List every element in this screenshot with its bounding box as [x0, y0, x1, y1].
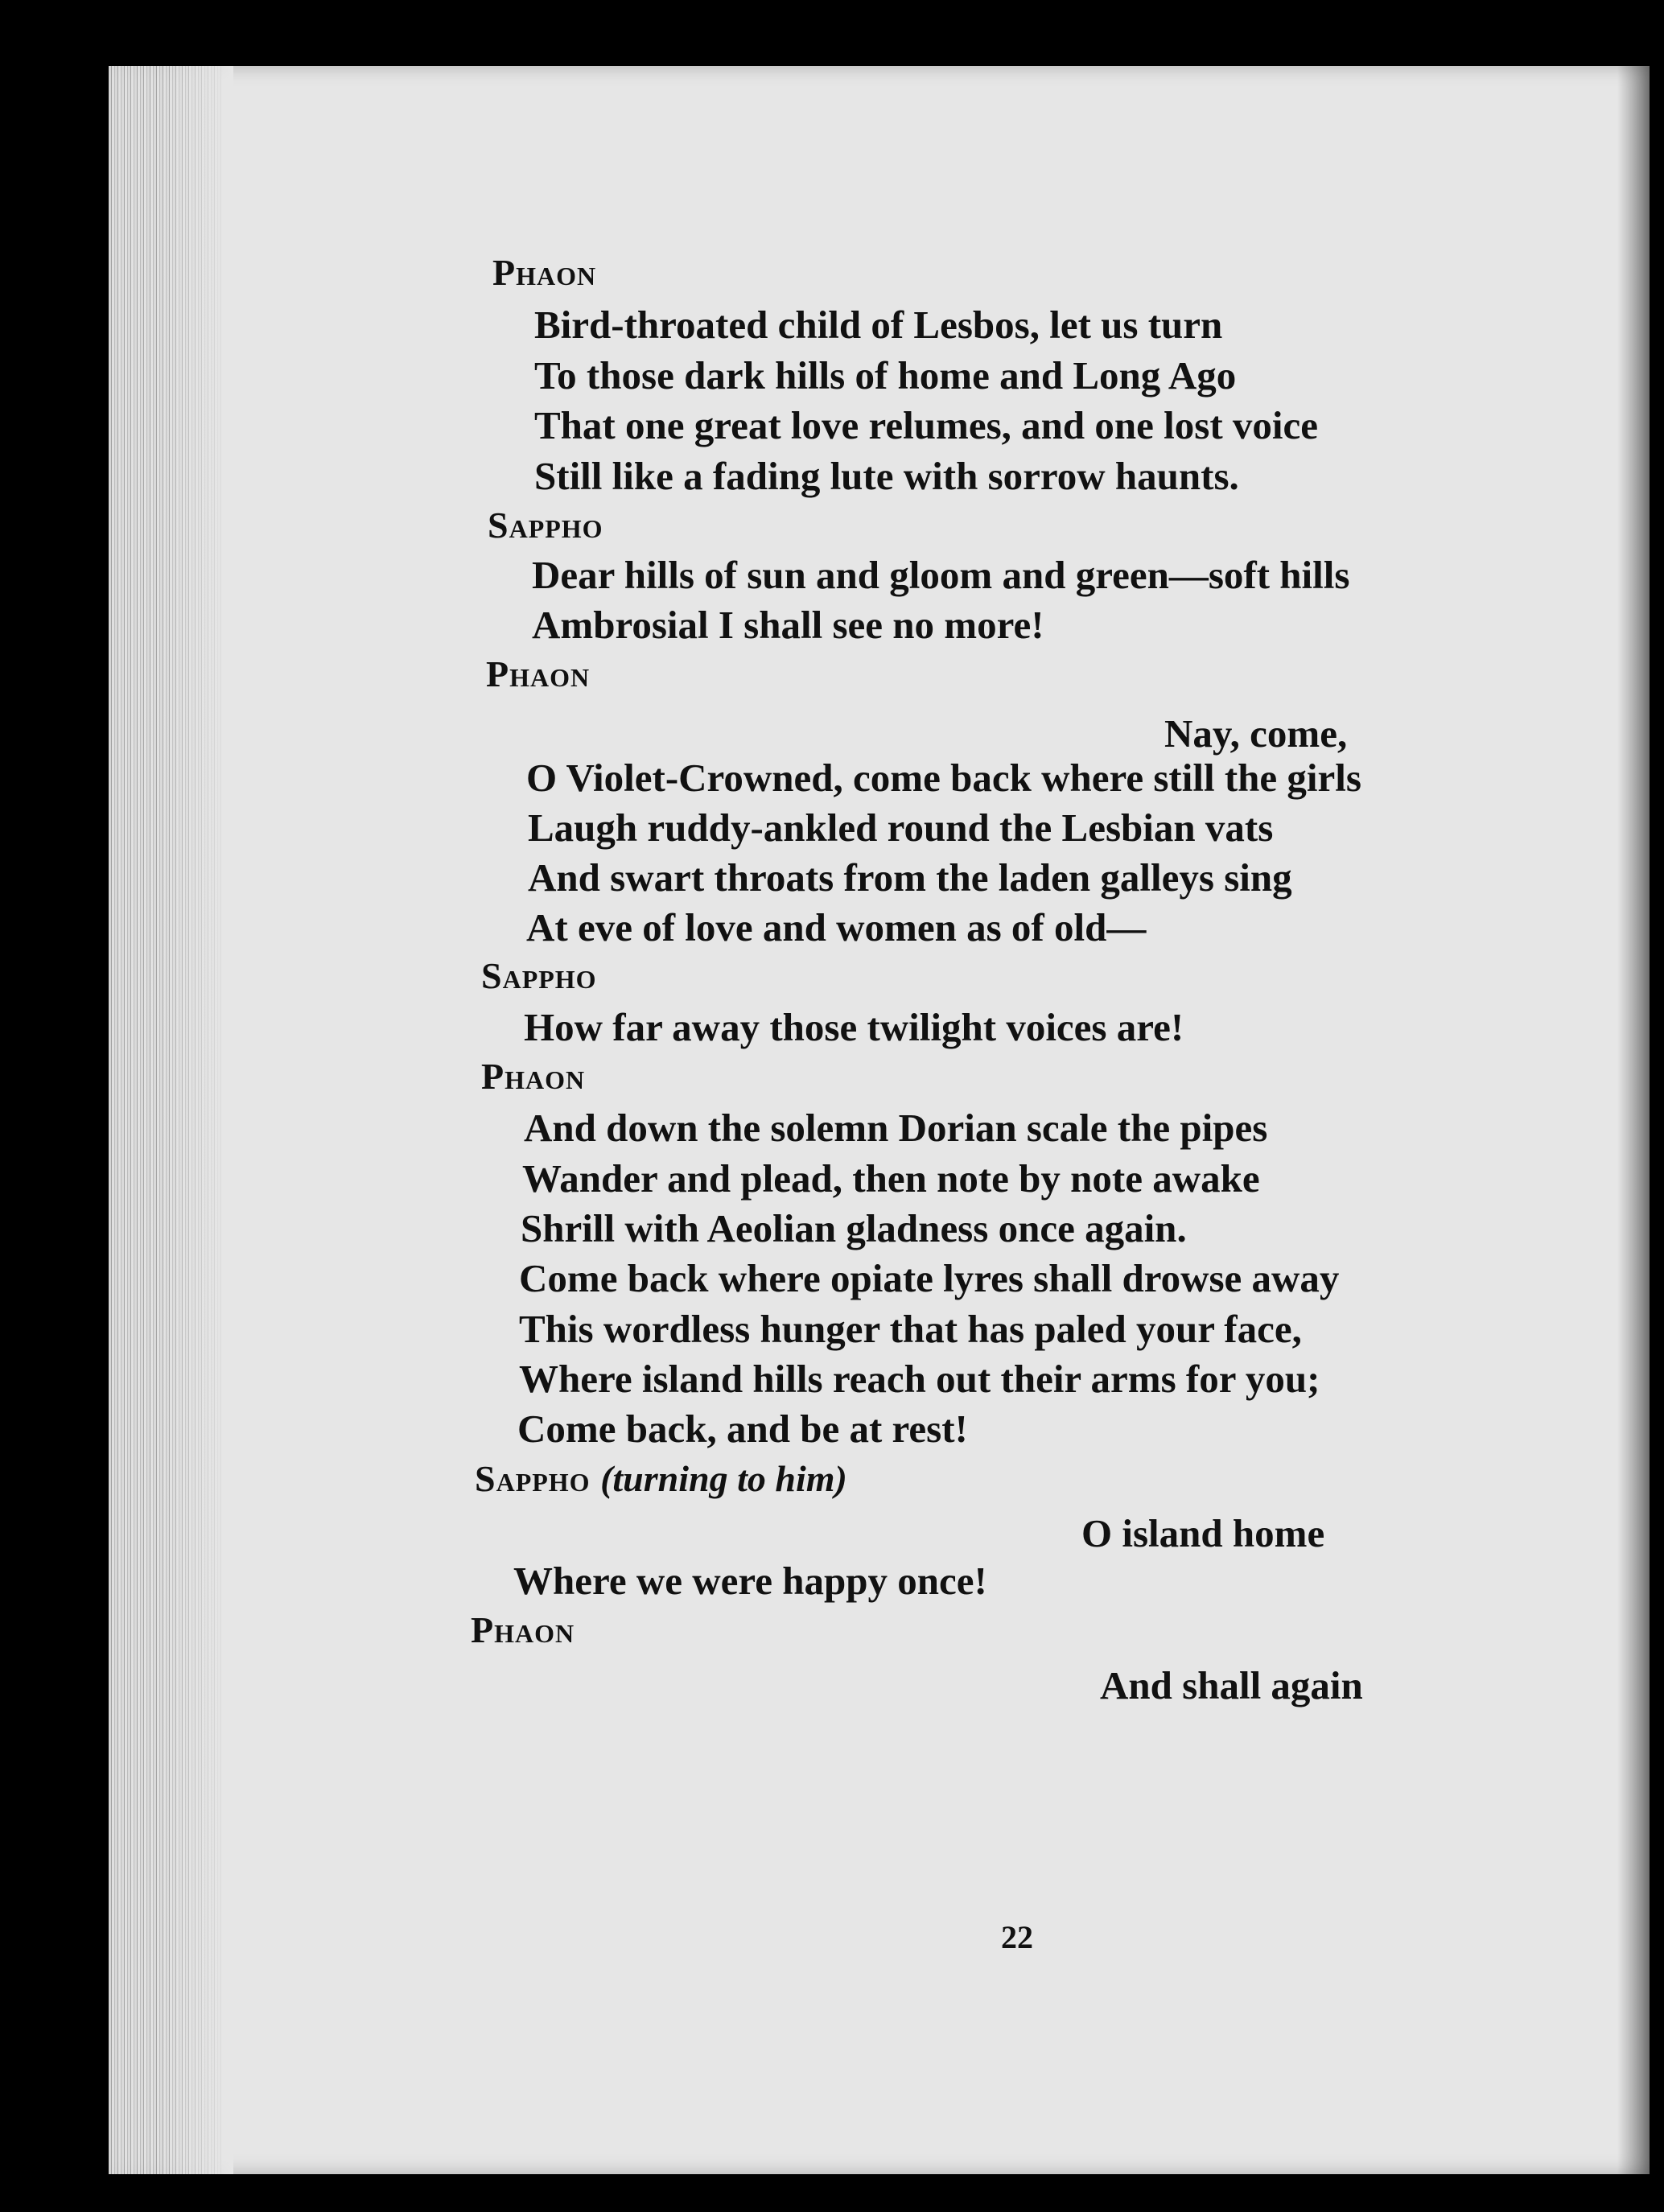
stage-direction: (turning to him) — [600, 1458, 847, 1499]
verse-line: Where we were happy once! — [513, 1559, 987, 1603]
verse-line: How far away those twilight voices are! — [524, 1005, 1184, 1049]
verse-line: Still like a fading lute with sorrow haunts. — [534, 454, 1239, 498]
verse-line: This wordless hunger that has paled your face, — [519, 1307, 1302, 1351]
verse-line: Come back, and be at rest! — [517, 1407, 968, 1451]
verse-line: Ambrosial I shall see no more! — [532, 603, 1044, 647]
speaker-label: Sappho — [481, 955, 597, 996]
speaker-label — [475, 1460, 847, 1497]
verse-line: To those dark hills of home and Long Ago — [534, 353, 1237, 398]
speaker-name: Sappho — [475, 1458, 591, 1499]
verse-line: And swart throats from the laden galleys sing — [528, 855, 1292, 900]
speaker-label: Phaon — [486, 653, 591, 694]
page-number: 22 — [1001, 1919, 1033, 1955]
verse-line: Bird-throated child of Lesbos, let us turn — [534, 303, 1223, 347]
verse-line: Shrill with Aeolian gladness once again. — [521, 1206, 1187, 1250]
speaker-label: Phaon — [492, 252, 597, 293]
verse-line: Where island hills reach out their arms for you; — [519, 1357, 1320, 1401]
speaker-label: Sappho — [488, 505, 603, 546]
verse-line: That one great love relumes, and one lost voice — [534, 403, 1319, 447]
speaker-label: Phaon — [471, 1609, 575, 1650]
verse-line: Laugh ruddy-ankled round the Lesbian vats — [528, 805, 1274, 850]
verse-line: Dear hills of sun and gloom and green—soft hills — [532, 553, 1350, 597]
verse-line: And down the solemn Dorian scale the pipes — [524, 1106, 1268, 1150]
verse-line: O island home — [1081, 1511, 1325, 1555]
verse-line: O Violet-Crowned, come back where still the girls — [526, 756, 1361, 800]
verse-line: Nay, come, — [1164, 711, 1348, 756]
verse-line: Wander and plead, then note by note awake — [522, 1156, 1260, 1201]
verse-line: And shall again — [1100, 1663, 1363, 1707]
verse-line: Come back where opiate lyres shall drowse away — [519, 1256, 1340, 1300]
verse-line: At eve of love and women as of old— — [526, 905, 1147, 949]
speaker-label: Phaon — [481, 1056, 586, 1097]
